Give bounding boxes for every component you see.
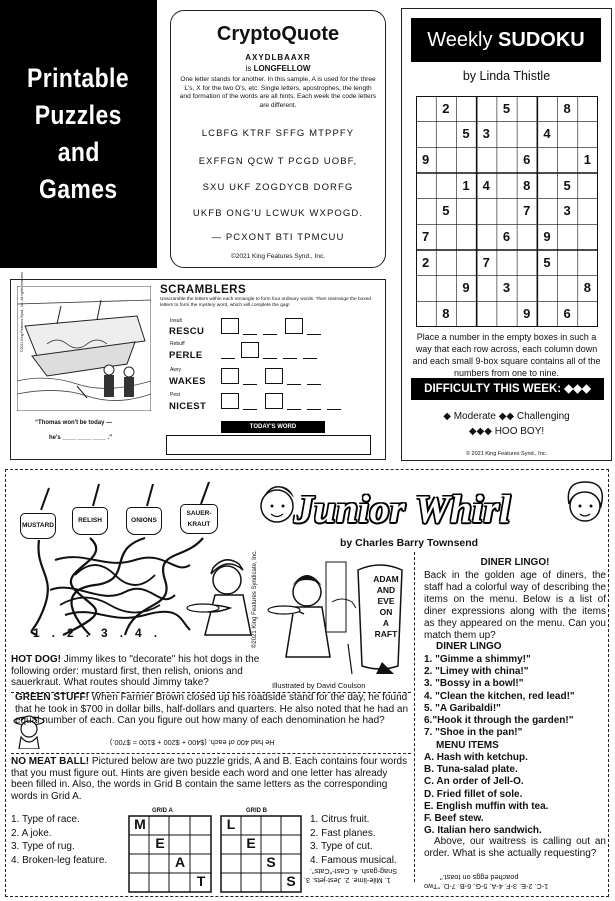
- no-meat-ball-puzzle: [11, 756, 411, 802]
- difficulty-hoo-boy: ◆◆◆ HOO BOY!: [468, 426, 545, 437]
- title-light: Weekly: [427, 29, 499, 51]
- scramble-word: NICEST: [169, 401, 207, 412]
- todays-word-label: TODAY'S WORD: [221, 421, 325, 433]
- maze-number: 3.: [101, 626, 136, 640]
- sudoku-cell[interactable]: [436, 250, 456, 276]
- lingo-item: 4. "Clean the kitchen, red lead!": [424, 690, 575, 702]
- sudoku-cell[interactable]: [496, 121, 516, 147]
- divider: [11, 753, 411, 754]
- sudoku-cell: 5: [462, 126, 470, 142]
- meat-lead: NO MEAT BALL!: [11, 756, 90, 767]
- sudoku-cell: 7: [482, 254, 490, 270]
- answer-box[interactable]: [265, 393, 283, 409]
- answer-blank[interactable]: [307, 334, 321, 335]
- diner-subtitle: DINER LINGO: [436, 641, 502, 652]
- cryptoquote-title: CryptoQuote: [216, 23, 340, 45]
- sudoku-cell: 3: [502, 280, 511, 296]
- sudoku-cell[interactable]: [476, 198, 496, 224]
- grid-letter: L: [226, 816, 236, 832]
- grid-letter: T: [196, 873, 206, 889]
- scramblers-title: SCRAMBLERS: [160, 284, 247, 296]
- lingo-item: 5. "A Garibaldi!": [424, 702, 501, 714]
- difficulty-bar: DIFFICULTY THIS WEEK: ◆◆◆: [411, 378, 604, 400]
- sudoku-cell[interactable]: [577, 198, 597, 224]
- menu-item: B. Tuna-salad plate.: [424, 764, 518, 776]
- boy-face-icon: [256, 478, 298, 528]
- is-text: is: [245, 64, 252, 73]
- raft-sign: [368, 574, 404, 640]
- grid-hint: 4. Famous musical.: [310, 854, 397, 866]
- answer-blank[interactable]: [327, 409, 341, 410]
- lingo-item: 2. "Limey with china!": [424, 666, 529, 678]
- sudoku-cell[interactable]: [557, 121, 577, 147]
- sudoku-cell[interactable]: [436, 173, 456, 199]
- sudoku-cell[interactable]: [537, 173, 557, 199]
- sudoku-cell[interactable]: [476, 96, 496, 122]
- cryptoquote-sample-answer: [171, 64, 385, 73]
- title-bold: SUDOKU: [498, 29, 585, 51]
- grid-hint: 1. Type of race.: [11, 814, 80, 825]
- difficulty-levels: ◆ Moderate ◆◆ Challenging: [443, 411, 570, 422]
- grid-a-hints: [11, 813, 107, 867]
- scramble-word: WAKES: [169, 376, 206, 387]
- sign-line: A: [382, 618, 390, 628]
- sudoku-cell[interactable]: [416, 96, 436, 122]
- grid-letter: A: [174, 854, 186, 870]
- answer-blank[interactable]: [243, 409, 257, 410]
- cryptoquote-line: SXU UKF ZOGDYCB DORFG: [202, 182, 354, 193]
- sudoku-grid[interactable]: [416, 96, 598, 327]
- answer-box[interactable]: [221, 318, 239, 334]
- scramble-word: PERLE: [169, 350, 203, 361]
- sudoku-cell[interactable]: [476, 224, 496, 250]
- sudoku-cell[interactable]: [476, 147, 496, 173]
- sudoku-cell[interactable]: [456, 224, 476, 250]
- menu-list: [424, 752, 606, 837]
- sudoku-cell: 9: [523, 305, 531, 321]
- scramblers-copyright: ©2021 King Features Synd., Inc. All rights reserved.: [20, 271, 24, 352]
- scramblers-caption-answer: he's ____ ____ ____ .”: [49, 435, 113, 441]
- sudoku-cell: 6: [563, 305, 571, 321]
- sudoku-cell: 1: [583, 151, 591, 167]
- sudoku-cell: 7: [421, 228, 430, 244]
- sign-line: EVE: [377, 596, 395, 606]
- scramble-hint: Rebuff: [170, 341, 185, 347]
- header-line: Puzzles: [34, 100, 123, 130]
- sudoku-cell: 5: [442, 203, 450, 219]
- sudoku-cell[interactable]: [416, 275, 436, 301]
- lingo-list: [424, 654, 606, 739]
- sudoku-cell[interactable]: [517, 275, 537, 301]
- cryptoquote-copyright: ©2021 King Features Synd., Inc.: [230, 253, 326, 260]
- sudoku-cell[interactable]: [496, 250, 516, 276]
- sudoku-cell[interactable]: [577, 301, 597, 327]
- lingo-item: 3. "Bossy in a bowl!": [424, 678, 524, 690]
- answer-blank[interactable]: [307, 384, 321, 385]
- hot-dog-puzzle: [11, 654, 267, 689]
- sudoku-cell[interactable]: [456, 147, 476, 173]
- sudoku-cell[interactable]: [517, 121, 537, 147]
- sudoku-cell: 8: [563, 100, 571, 116]
- sudoku-cell[interactable]: [577, 121, 597, 147]
- menu-item: C. An order of Jell-O.: [424, 776, 524, 788]
- sudoku-cell: 5: [502, 100, 511, 116]
- green-stuff-puzzle: [15, 692, 411, 727]
- sudoku-cell[interactable]: [577, 224, 597, 250]
- green-stuff-answer: He had 400 of each. ($400 + $200 + $100 = $700.): [110, 738, 275, 747]
- sign-line: ON: [379, 607, 393, 617]
- sudoku-cell: 9: [543, 228, 551, 244]
- grid-hint: 1. Citrus fruit.: [310, 814, 370, 825]
- grid-b-hints: [310, 813, 397, 867]
- sudoku-cell[interactable]: [476, 301, 496, 327]
- sudoku-cell: 8: [442, 305, 450, 321]
- sudoku-cell[interactable]: [557, 147, 577, 173]
- green-stuff-text: When Farmer Brown closed up his roadside stand for the day, he found that he took in $700 in dollar bills, half-dollars and quarters. He also noted that he had an equal number of each. Can you figure out how many of each denomination he had?: [15, 692, 409, 726]
- sudoku-cell: 8: [523, 177, 531, 193]
- sudoku-cell: 9: [462, 280, 470, 296]
- scramblers-cartoon: [17, 286, 151, 411]
- answer-blank[interactable]: [287, 409, 301, 410]
- answer-blank[interactable]: [221, 358, 235, 359]
- sudoku-cell[interactable]: [436, 275, 456, 301]
- sudoku-cell[interactable]: [416, 121, 436, 147]
- sudoku-cell[interactable]: [496, 301, 516, 327]
- jar-mustard: MUSTARD: [20, 513, 56, 539]
- sudoku-cell[interactable]: [496, 198, 516, 224]
- sudoku-cell[interactable]: [476, 275, 496, 301]
- answer-blank[interactable]: [303, 358, 317, 359]
- scramblers-panel: [10, 271, 386, 460]
- sudoku-cell: 9: [421, 151, 430, 167]
- cryptoquote-instructions: One letter stands for another. In this sample, A is used for the three L's, X for the two O's, etc. Single letters, apostrophes, the length and formation of the words are all hints. Each week the code letters are different.: [179, 76, 377, 109]
- scramble-hint: Awry: [170, 367, 182, 373]
- sudoku-cell[interactable]: [577, 96, 597, 122]
- jar-onions: ONIONS: [126, 507, 162, 535]
- sample-answer-text: LONGFELLOW: [253, 64, 311, 73]
- sudoku-cell[interactable]: [496, 147, 516, 173]
- sudoku-cell: 1: [462, 177, 470, 193]
- sign-line: RAFT: [374, 629, 398, 639]
- maze-number: 2.: [67, 626, 102, 640]
- sudoku-cell[interactable]: [436, 224, 456, 250]
- cryptoquote-line: LCBFG KTRF SFFG MTPPFY: [201, 128, 355, 139]
- sudoku-cell[interactable]: [537, 198, 557, 224]
- scramble-hint: Insult: [170, 318, 182, 324]
- sudoku-cell: 7: [523, 203, 531, 219]
- cryptoquote-sample-code: AXYDLBAAXR: [245, 53, 311, 62]
- grid-b-label: GRID B: [246, 808, 267, 814]
- cryptoquote-panel: [170, 10, 386, 268]
- sudoku-cell[interactable]: [537, 96, 557, 122]
- sudoku-cell: 4: [482, 177, 490, 193]
- hot-dog-lead: HOT DOG!: [11, 654, 61, 665]
- sudoku-cell[interactable]: [517, 224, 537, 250]
- sudoku-cell[interactable]: [577, 250, 597, 276]
- sudoku-cell: 2: [421, 254, 430, 270]
- maze-numbers: [33, 626, 169, 640]
- sudoku-cell[interactable]: [557, 250, 577, 276]
- sudoku-cell[interactable]: [537, 147, 557, 173]
- sudoku-byline: by Linda Thistle: [462, 69, 551, 83]
- girl-face-icon: [563, 478, 607, 528]
- waitress-question: Above, our waitress is calling out an order. What is she actually requesting?: [424, 836, 606, 859]
- answer-box[interactable]: [285, 318, 303, 334]
- scramble-hint: Pest: [170, 392, 181, 398]
- answer-box[interactable]: [265, 368, 283, 384]
- sudoku-cell[interactable]: [456, 301, 476, 327]
- answer-blank[interactable]: [243, 384, 257, 385]
- answer-blank[interactable]: [243, 334, 257, 335]
- cryptoquote-line: UKFB ONG'U LCWUK WXPOGD.: [192, 208, 364, 219]
- meat-answer: Snag-gash. 4. Cast-"Cats".: [310, 867, 398, 876]
- sudoku-cell: 5: [543, 254, 551, 270]
- sudoku-cell: 4: [543, 126, 551, 142]
- answer-blank[interactable]: [263, 334, 277, 335]
- grid-a-label: GRID A: [152, 808, 173, 814]
- answer-box[interactable]: [221, 368, 239, 384]
- menu-item: D. Fried fillet of sole.: [424, 788, 523, 800]
- grid-hint: 3. Type of cut.: [310, 841, 373, 852]
- menu-item: E. English muffin with tea.: [424, 800, 549, 812]
- sign-line: ADAM: [373, 574, 399, 584]
- menu-item: F. Beef stew.: [424, 813, 484, 825]
- sudoku-cell: 6: [502, 228, 511, 244]
- answer-box[interactable]: [221, 393, 239, 409]
- grid-hint: 2. Fast planes.: [310, 827, 376, 839]
- menu-item: G. Italian hero sandwich.: [424, 825, 542, 837]
- grid-letter: S: [266, 854, 276, 870]
- sudoku-cell: 3: [482, 126, 490, 142]
- junior-whirl-title: Junior Whirl: [294, 488, 511, 531]
- sudoku-cell: 6: [523, 151, 531, 167]
- sudoku-cell[interactable]: [436, 147, 456, 173]
- cryptoquote-line: — PCXONT BTI TPMCUU: [211, 232, 345, 243]
- meat-answer: 1. Mile-lime. 2. Jest-jets. 3.: [304, 876, 391, 885]
- sudoku-cell[interactable]: [416, 198, 436, 224]
- sudoku-cell: 3: [563, 203, 571, 219]
- header-line: Games: [39, 174, 118, 204]
- maze-number: 1.: [33, 626, 68, 640]
- answer-blank[interactable]: [263, 358, 277, 359]
- menu-subtitle: MENU ITEMS: [436, 740, 499, 751]
- sudoku-cell[interactable]: [456, 198, 476, 224]
- grid-letter: E: [155, 835, 165, 851]
- grid-letter: M: [134, 816, 146, 832]
- junior-byline: by Charles Barry Townsend: [340, 537, 479, 549]
- sudoku-panel: [401, 8, 612, 461]
- answer-blank[interactable]: [287, 384, 301, 385]
- answer-blank[interactable]: [307, 409, 321, 410]
- header-line: Printable: [27, 63, 130, 93]
- sudoku-cell: 2: [442, 100, 450, 116]
- lingo-item: 1. "Gimme a shimmy!": [424, 654, 531, 665]
- meat-text: Pictured below are two puzzle grids, A and B. Each contains four words that you must figure out. Hints are given beside each word and one letter has already been filled in. Also, the words in Grid B contain the same letters as the corresponding words in Grid A.: [11, 756, 408, 802]
- jar-relish: RELISH: [72, 507, 108, 535]
- menu-item: A. Hash with ketchup.: [424, 752, 528, 763]
- sudoku-title: [411, 18, 601, 62]
- sudoku-cell[interactable]: [416, 301, 436, 327]
- grid-letter: E: [246, 835, 256, 851]
- diner-answer: poached eggs on toast.": [440, 873, 519, 882]
- column-divider: [414, 552, 415, 882]
- diner-text: Back in the golden age of diners, the staff had a colorful way of describing the items on the menu. Below is a list of diner expressions along with the items as they appeared on the menu. Can you match them up?: [424, 570, 606, 641]
- illustrator-credit: Illustrated by David Coulson: [272, 681, 366, 690]
- header-box: [0, 0, 157, 268]
- jar-sauerkraut: SAUER-KRAUT: [180, 504, 218, 534]
- answer-box[interactable]: [241, 342, 259, 358]
- sudoku-cell[interactable]: [456, 96, 476, 122]
- grid-hint: 2. A joke.: [11, 827, 52, 839]
- sudoku-cell[interactable]: [496, 173, 516, 199]
- sudoku-cell[interactable]: [557, 224, 577, 250]
- sudoku-cell: 5: [563, 177, 571, 193]
- sudoku-cell[interactable]: [537, 275, 557, 301]
- header-line: and: [57, 137, 100, 167]
- sudoku-cell[interactable]: [416, 173, 436, 199]
- sudoku-cell[interactable]: [517, 250, 537, 276]
- scramblers-caption: “Thomas won't be today —: [35, 420, 113, 426]
- sudoku-cell: 8: [583, 280, 591, 296]
- scramble-word: RESCU: [169, 326, 205, 337]
- diner-title: DINER LINGO!: [480, 557, 550, 568]
- green-stuff-lead: GREEN STUFF!: [15, 692, 89, 703]
- lingo-item: 7. "Shoe in the pan!": [424, 727, 523, 739]
- hot-dog-text: Jimmy likes to "decorate" his hot dogs in the following order: mustard first, then relish, onions and sauerkraut. What routes should Jimmy take?: [11, 654, 260, 688]
- sign-line: AND: [376, 585, 396, 595]
- sudoku-cell[interactable]: [557, 275, 577, 301]
- grid-hint: 3. Type of rug.: [11, 841, 75, 852]
- todays-word-box[interactable]: [166, 435, 371, 455]
- sudoku-cell[interactable]: [456, 250, 476, 276]
- scramblers-instructions: Unscramble the letters within each rectangle to form four ordinary words. Then rearrange the boxed letters to form the mystery word, which will complete the gag!: [160, 297, 372, 308]
- grid-hint: 4. Broken-leg feature.: [11, 854, 108, 866]
- cryptoquote-line: EXFFGN QCW T PCGD UOBF,: [198, 156, 358, 167]
- sudoku-cell[interactable]: [537, 301, 557, 327]
- lingo-item: 6."Hook it through the garden!": [424, 715, 574, 727]
- sudoku-cell[interactable]: [436, 121, 456, 147]
- maze-number: 4.: [135, 626, 170, 640]
- sudoku-instructions: Place a number in the empty boxes in such a way that each row across, each column down and each small 9-box square contains all of the numbers from one to nine.: [412, 332, 601, 378]
- sudoku-copyright: © 2021 King Features Synd., Inc.: [465, 451, 548, 457]
- sudoku-cell[interactable]: [577, 173, 597, 199]
- junior-copyright: ©2021 King Features Syndicate, Inc.: [252, 550, 258, 648]
- sudoku-cell[interactable]: [517, 96, 537, 122]
- diner-answer: 1-C. 2-E. 3-F. 4-A. 5-G. 6-B. 7-D. "Two: [424, 882, 549, 891]
- answer-blank[interactable]: [283, 358, 297, 359]
- grid-letter: S: [286, 873, 296, 889]
